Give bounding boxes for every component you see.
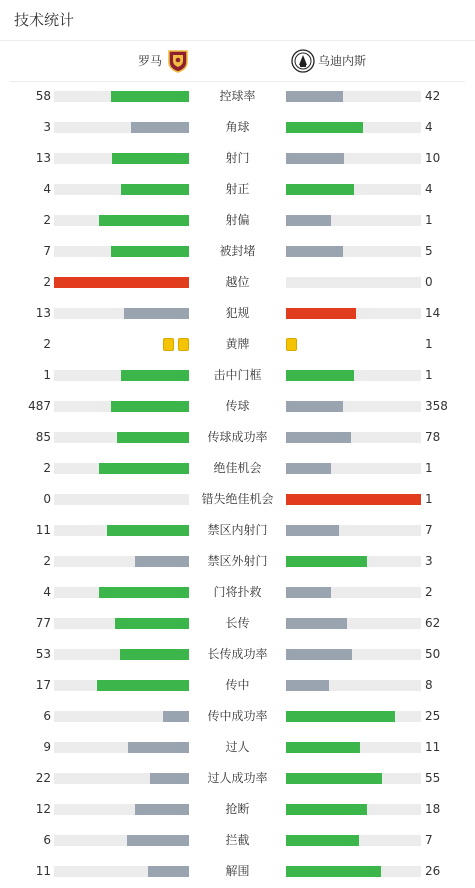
away-bar-fill [286, 618, 347, 629]
home-bar-fill [117, 432, 189, 443]
yellow-card-icon [286, 338, 297, 351]
stat-row [0, 360, 475, 391]
stat-row [0, 298, 475, 329]
home-bar-track [54, 742, 189, 753]
stat-row [0, 205, 475, 236]
away-bar-fill [286, 91, 343, 102]
yellow-card-icon [178, 338, 189, 351]
stat-label: 黄牌 [225, 337, 250, 351]
home-bar-track [54, 618, 189, 629]
stat-row [0, 577, 475, 608]
home-bar-fill [54, 277, 189, 288]
away-value: 1 [425, 337, 433, 351]
stat-row [0, 732, 475, 763]
stat-label: 传中 [225, 678, 250, 692]
away-bar-fill [286, 649, 352, 660]
stat-label: 解围 [225, 864, 250, 878]
stat-label: 射偏 [225, 213, 250, 227]
stat-row [0, 639, 475, 670]
home-value: 11 [35, 523, 51, 537]
stat-label: 射正 [225, 182, 250, 196]
stat-label: 传球 [225, 399, 250, 413]
away-bar-track [286, 618, 421, 629]
stat-row [0, 670, 475, 701]
home-bar-fill [97, 680, 189, 691]
home-bar-track [54, 277, 189, 288]
roma-crest-icon [167, 49, 189, 73]
away-value: 7 [425, 523, 433, 537]
home-bar-track [54, 122, 189, 133]
stat-row [0, 143, 475, 174]
away-bar-track [286, 246, 421, 257]
away-bar-fill [286, 401, 343, 412]
away-bar-track [286, 835, 421, 846]
stat-label: 门将扑救 [213, 585, 262, 599]
away-value: 358 [425, 399, 448, 413]
udinese-crest-icon [291, 49, 315, 73]
home-value: 7 [43, 244, 51, 258]
away-bar-fill [286, 680, 329, 691]
home-value: 1 [43, 368, 51, 382]
home-bar-fill [112, 153, 189, 164]
away-bar-fill [286, 525, 339, 536]
home-value: 58 [35, 89, 51, 103]
stat-row [0, 701, 475, 732]
home-value: 2 [43, 554, 51, 568]
stat-row [0, 484, 475, 515]
teams-header [0, 44, 475, 78]
away-bar-fill [286, 122, 363, 133]
stat-row [0, 763, 475, 794]
home-bar-track [54, 680, 189, 691]
away-value: 1 [425, 461, 433, 475]
stat-row [0, 608, 475, 639]
home-bar-fill [111, 401, 189, 412]
away-value: 78 [425, 430, 441, 444]
stat-row [0, 856, 475, 887]
away-bar-track [286, 711, 421, 722]
stat-row [0, 391, 475, 422]
away-bar-fill [286, 742, 360, 753]
away-value: 11 [425, 740, 441, 754]
stat-label: 禁区外射门 [207, 554, 268, 568]
home-bar-fill [111, 91, 189, 102]
away-value: 4 [425, 120, 433, 134]
home-bar-fill [99, 463, 189, 474]
away-bar-track [286, 308, 421, 319]
page-title: 技术统计 [14, 11, 75, 29]
divider [0, 40, 475, 41]
home-bar-fill [135, 804, 189, 815]
stat-row [0, 546, 475, 577]
away-bar-track [286, 804, 421, 815]
away-bar-track [286, 773, 421, 784]
home-value: 12 [35, 802, 51, 816]
home-value: 6 [43, 833, 51, 847]
away-value: 1 [425, 492, 433, 506]
home-bar-track [54, 587, 189, 598]
away-value: 62 [425, 616, 441, 630]
away-bar-track [286, 525, 421, 536]
home-bar-fill [107, 525, 189, 536]
home-bar-track [54, 153, 189, 164]
away-bar-fill [286, 866, 381, 877]
stat-label: 角球 [225, 120, 250, 134]
away-bar-track [286, 742, 421, 753]
home-bar-track [54, 525, 189, 536]
stat-label: 抢断 [225, 802, 250, 816]
home-bar-track [54, 91, 189, 102]
stat-row [0, 267, 475, 298]
away-value: 1 [425, 213, 433, 227]
away-value: 14 [425, 306, 441, 320]
stat-row [0, 422, 475, 453]
away-bar-track [286, 370, 421, 381]
home-bar-track [54, 556, 189, 567]
home-bar-track [54, 835, 189, 846]
away-bar-fill [286, 184, 354, 195]
home-bar-fill [127, 835, 189, 846]
stat-row [0, 236, 475, 267]
home-bar-track [54, 184, 189, 195]
stat-label: 犯规 [225, 306, 250, 320]
away-bar-track [286, 649, 421, 660]
away-bar-track [286, 277, 421, 288]
away-value: 2 [425, 585, 433, 599]
stat-row [0, 174, 475, 205]
home-value: 9 [43, 740, 51, 754]
home-bar-fill [121, 370, 189, 381]
away-bar-fill [286, 370, 354, 381]
away-bar-track [286, 587, 421, 598]
away-bar-track [286, 866, 421, 877]
home-bar-fill [99, 215, 189, 226]
home-value: 3 [43, 120, 51, 134]
stat-row [0, 794, 475, 825]
home-bar-fill [121, 184, 189, 195]
stat-row [0, 515, 475, 546]
stat-label: 传中成功率 [207, 709, 268, 723]
home-value: 53 [35, 647, 51, 661]
home-value: 4 [43, 585, 51, 599]
home-value: 2 [43, 337, 51, 351]
away-bar-fill [286, 494, 421, 505]
home-value: 11 [35, 864, 51, 878]
stat-label: 绝佳机会 [213, 461, 262, 475]
home-bar-track [54, 649, 189, 660]
away-bar-fill [286, 773, 382, 784]
away-bar-fill [286, 711, 395, 722]
home-bar-fill [150, 773, 189, 784]
home-bar-fill [148, 866, 189, 877]
stat-label: 错失绝佳机会 [201, 492, 274, 506]
home-bar-fill [115, 618, 189, 629]
away-bar-fill [286, 463, 331, 474]
away-value: 7 [425, 833, 433, 847]
stat-label: 越位 [225, 275, 250, 289]
away-bar-fill [286, 215, 331, 226]
home-bar-fill [163, 711, 189, 722]
away-value: 26 [425, 864, 441, 878]
away-value: 55 [425, 771, 441, 785]
away-bar-fill [286, 835, 359, 846]
home-bar-track [54, 308, 189, 319]
away-value: 10 [425, 151, 441, 165]
stat-label: 禁区内射门 [207, 523, 268, 537]
home-bar-track [54, 432, 189, 443]
home-value: 2 [43, 275, 51, 289]
away-bar-fill [286, 804, 367, 815]
home-value: 0 [43, 492, 51, 506]
away-value: 42 [425, 89, 441, 103]
home-value: 85 [35, 430, 51, 444]
home-value: 77 [35, 616, 51, 630]
stat-label: 过人成功率 [207, 771, 268, 785]
home-bar-track [54, 866, 189, 877]
home-value: 2 [43, 461, 51, 475]
away-value: 8 [425, 678, 433, 692]
away-value: 4 [425, 182, 433, 196]
away-cards [286, 338, 301, 351]
home-bar-track [54, 494, 189, 505]
stat-label: 击中门框 [213, 368, 262, 382]
away-bar-track [286, 680, 421, 691]
away-bar-track [286, 494, 421, 505]
away-bar-track [286, 432, 421, 443]
yellow-card-icon [163, 338, 174, 351]
home-bar-fill [111, 246, 189, 257]
home-value: 6 [43, 709, 51, 723]
home-bar-track [54, 773, 189, 784]
away-bar-fill [286, 432, 351, 443]
home-value: 4 [43, 182, 51, 196]
home-bar-track [54, 463, 189, 474]
away-bar-fill [286, 587, 331, 598]
stats-list [0, 81, 475, 887]
home-bar-fill [135, 556, 189, 567]
away-bar-track [286, 91, 421, 102]
stat-label: 射门 [225, 151, 250, 165]
stat-label: 长传 [225, 616, 250, 630]
stat-row [0, 825, 475, 856]
away-team-name: 乌迪内斯 [318, 54, 367, 68]
away-value: 5 [425, 244, 433, 258]
home-team-name: 罗马 [137, 54, 162, 68]
stat-row [0, 453, 475, 484]
away-value: 25 [425, 709, 441, 723]
stat-label: 传球成功率 [207, 430, 268, 444]
away-bar-track [286, 215, 421, 226]
home-bar-fill [99, 587, 189, 598]
away-bar-track [286, 463, 421, 474]
home-cards [159, 338, 189, 351]
away-bar-track [286, 184, 421, 195]
home-bar-fill [124, 308, 189, 319]
stat-label: 拦截 [225, 833, 250, 847]
home-bar-fill [120, 649, 189, 660]
home-value: 2 [43, 213, 51, 227]
stat-row [0, 112, 475, 143]
away-value: 1 [425, 368, 433, 382]
away-bar-fill [286, 556, 367, 567]
home-bar-fill [128, 742, 189, 753]
home-value: 487 [28, 399, 51, 413]
home-bar-fill [131, 122, 189, 133]
home-bar-track [54, 215, 189, 226]
away-bar-track [286, 122, 421, 133]
home-value: 13 [35, 151, 51, 165]
away-value: 18 [425, 802, 441, 816]
stat-row [0, 81, 475, 112]
home-bar-track [54, 401, 189, 412]
home-value: 17 [35, 678, 51, 692]
away-bar-track [286, 401, 421, 412]
home-bar-track [54, 804, 189, 815]
stat-row [0, 329, 475, 360]
home-bar-track [54, 246, 189, 257]
stat-label: 控球率 [219, 89, 256, 103]
away-value: 50 [425, 647, 441, 661]
home-bar-track [54, 711, 189, 722]
home-value: 22 [35, 771, 51, 785]
away-bar-fill [286, 308, 356, 319]
stat-label: 长传成功率 [207, 647, 268, 661]
away-bar-fill [286, 246, 343, 257]
home-bar-track [54, 370, 189, 381]
away-bar-track [286, 556, 421, 567]
away-value: 3 [425, 554, 433, 568]
away-bar-fill [286, 153, 344, 164]
stat-label: 过人 [225, 740, 250, 754]
away-value: 0 [425, 275, 433, 289]
away-bar-track [286, 153, 421, 164]
stat-label: 被封堵 [219, 244, 256, 258]
home-value: 13 [35, 306, 51, 320]
